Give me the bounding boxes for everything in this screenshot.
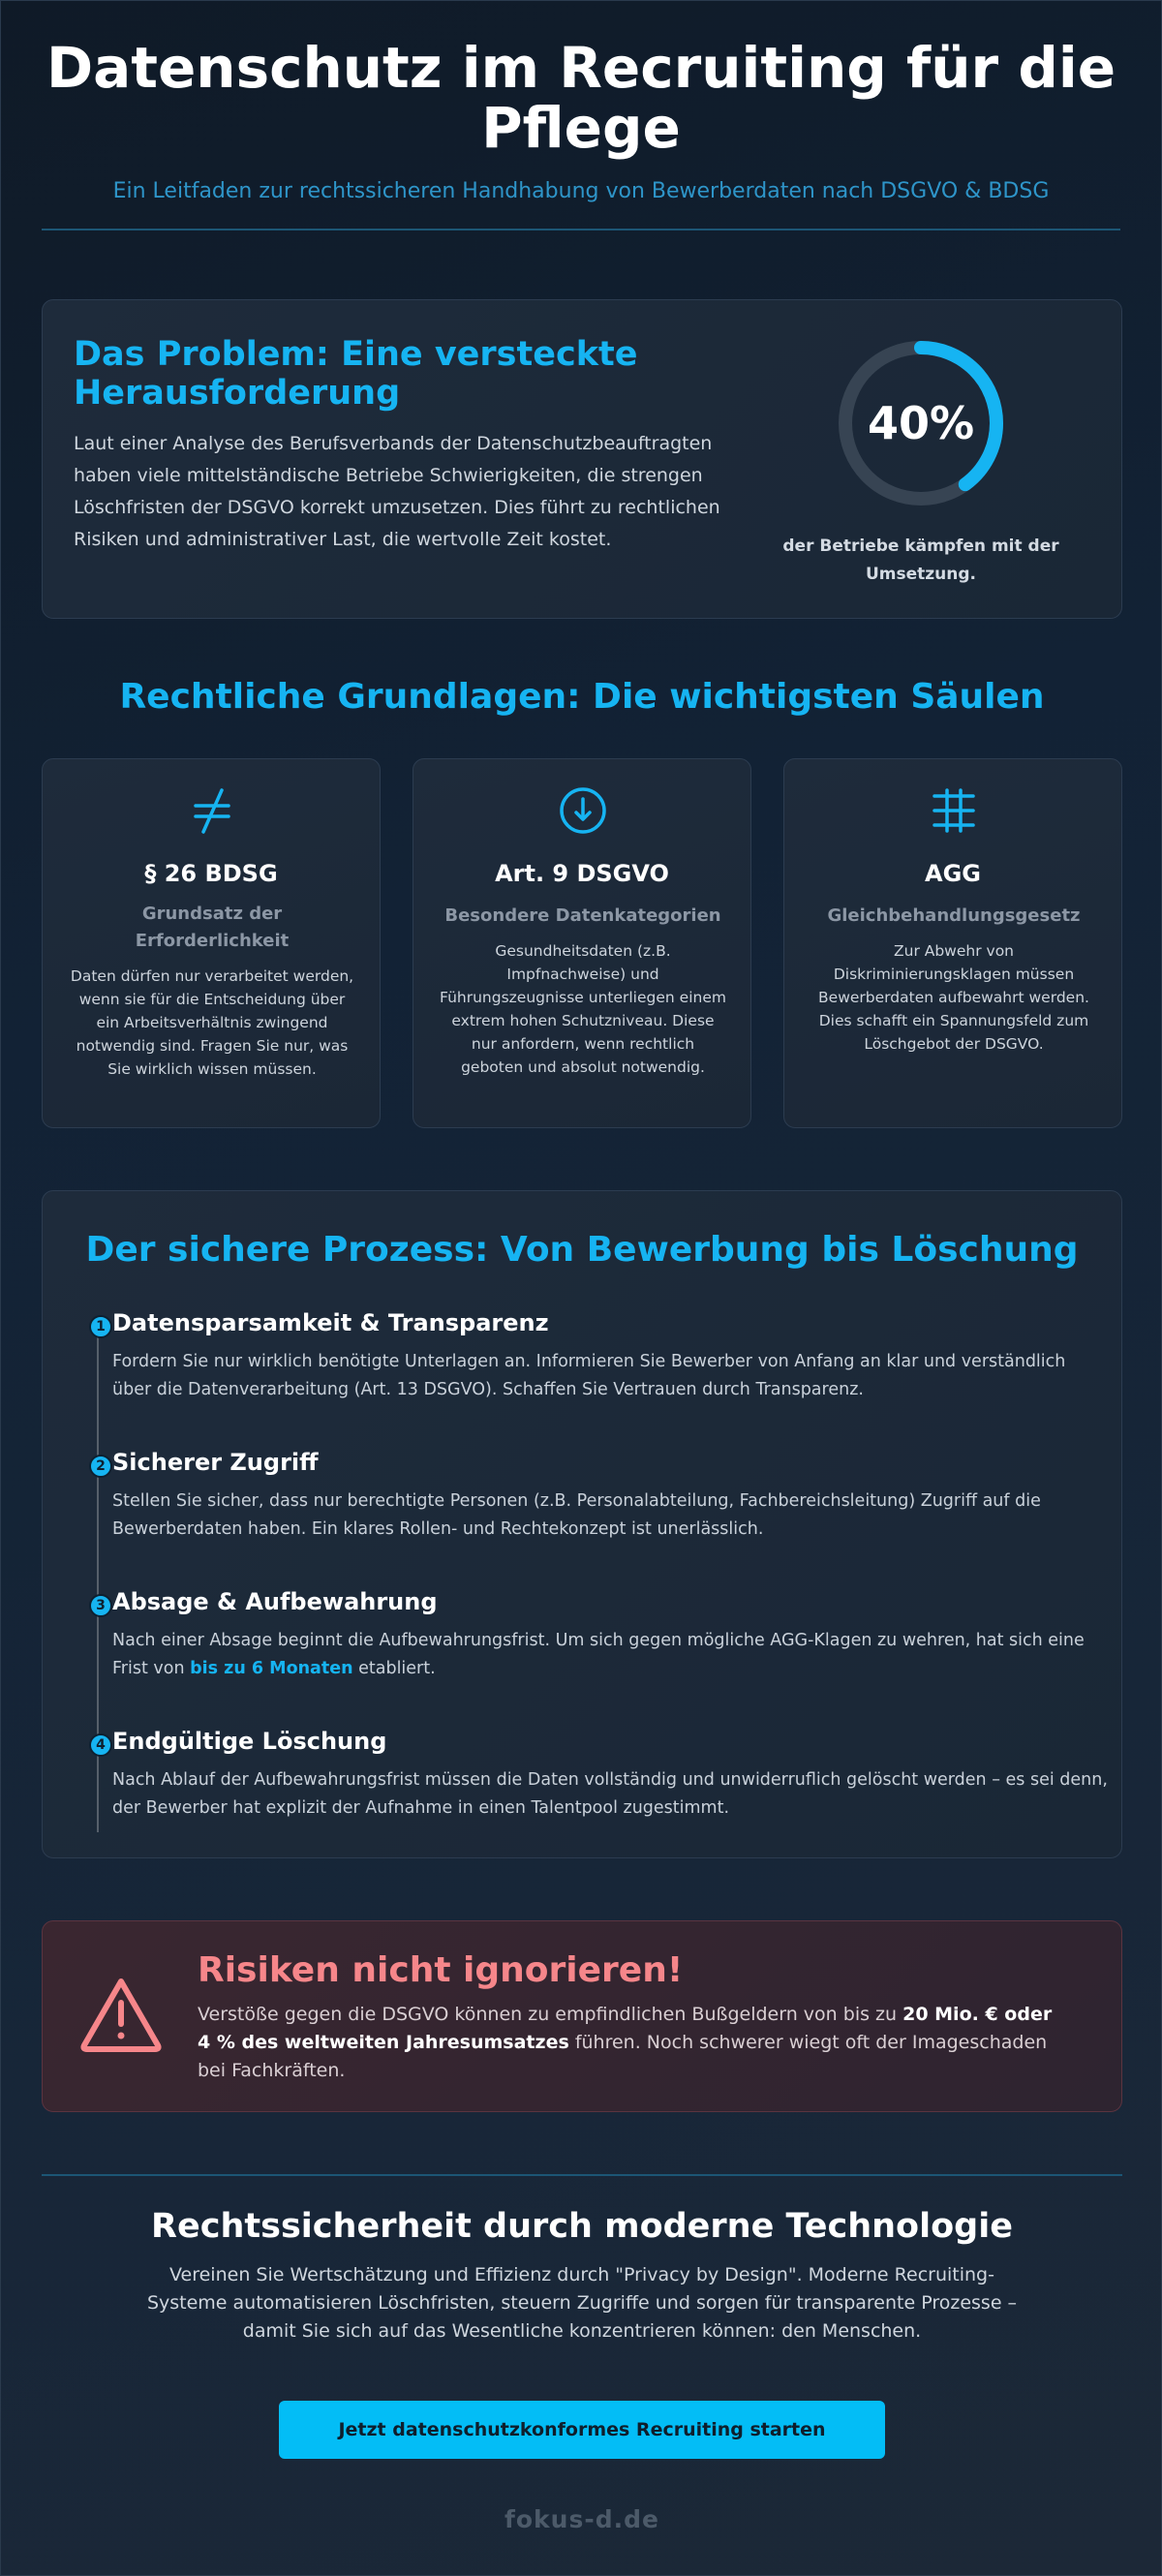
arrow-down-circle-icon: [559, 786, 607, 835]
step-title: Datensparsamkeit & Transparenz: [112, 1309, 549, 1336]
balance-lines-icon: [930, 786, 978, 835]
cta-divider: [42, 2174, 1122, 2176]
step-text-part: Nach einer Absage beginnt die Aufbewahrungsfrist. Um sich gegen mögliche AGG-Klagen zu wehren, hat sich eine Frist von: [112, 1631, 1085, 1678]
step-text: Fordern Sie nur wirklich benötigte Unterlagen an. Informieren Sie Bewerber von Anfang an klar und verständlich über die Datenverarbeitung (Art. 13 DSGVO). Schaffen Sie Vertrauen durch Transparenz.: [112, 1352, 1066, 1399]
step-text: [112, 1627, 1110, 1683]
step-title: Endgültige Löschung: [112, 1728, 387, 1755]
risk-text-part: führen. Noch schwerer wiegt oft der Imageschaden bei Fachkräften.: [198, 2032, 1048, 2081]
step-highlight: bis zu 6 Monaten: [190, 1659, 353, 1678]
step-number: 3: [89, 1594, 112, 1617]
step-text-part: etabliert.: [352, 1659, 436, 1678]
pillar-bdsg: [42, 758, 381, 1128]
problem-text: Laut einer Analyse des Berufsverbands der Datenschutzbeauftragten haben viele mittelständische Betriebe Schwierigkeiten, die strengen Löschfristen der DSGVO korrekt umzusetzen. Dies führt zu rechtlichen Risiken und administrativer Last, die wertvolle Zeit kostet.: [74, 433, 720, 550]
cta-text: Vereinen Sie Wertschätzung und Effizienz durch "Privacy by Design". Moderne Recruiting-Systeme automatisieren Löschfristen, steuern Zugriffe und sorgen für transparente Prozesse – damit Sie sich auf das Wesentliche konzentrieren können: den Menschen.: [146, 2264, 1018, 2342]
hero: [1, 1, 1161, 203]
pillar-text: Daten dürfen nur verarbeitet werden, wenn sie für die Entscheidung über ein Arbeitsverhältnis zwingend notwendig sind. Fragen Sie nur, was Sie wirklich wissen müssen.: [70, 967, 354, 1078]
process-title: Der sichere Prozess: Von Bewerbung bis Löschung: [85, 1230, 1079, 1270]
pillar-agg: [783, 758, 1122, 1128]
step-number: 4: [89, 1733, 112, 1757]
process-card: [42, 1190, 1122, 1858]
not-equal-icon: [188, 786, 236, 835]
pillar-title: AGG: [925, 860, 981, 887]
footer-brand: fokus-d.de: [505, 2505, 659, 2533]
pillar-text: Gesundheitsdaten (z.B. Impfnachweise) und Führungszeugnisse unterliegen einem extrem hohen Schutzniveau. Diese nur anfordern, wenn rechtlich geboten und absolut notwendig.: [440, 942, 726, 1076]
cta-title: Rechtssicherheit durch moderne Technologie: [151, 2207, 1013, 2246]
pillar-subtitle: Gleichbehandlungsgesetz: [827, 905, 1081, 926]
risk-text: [198, 2001, 1069, 2085]
step-title: Absage & Aufbewahrung: [112, 1588, 438, 1615]
page-subtitle: Ein Leitfaden zur rechtssicheren Handhabung von Bewerberdaten nach DSGVO & BDSG: [112, 179, 1050, 203]
header-divider: [42, 229, 1120, 230]
stat-value: 40%: [867, 397, 975, 449]
stat-caption: der Betriebe kämpfen mit der Umsetzung.: [782, 537, 1059, 584]
risk-text-part: Verstöße gegen die DSGVO können zu empfindlichen Bußgeldern von bis zu: [198, 2004, 903, 2025]
step-number: 2: [89, 1455, 112, 1478]
pillar-text: Zur Abwehr von Diskriminierungsklagen müssen Bewerberdaten aufbewahrt werden. Dies schafft ein Spannungsfeld zum Löschgebot der DSGVO.: [818, 942, 1089, 1053]
problem-title: Das Problem: Eine versteckte Herausforderung: [74, 335, 638, 413]
pillars-title: Rechtliche Grundlagen: Die wichtigsten Säulen: [119, 677, 1045, 717]
problem-card: [42, 299, 1122, 619]
pillar-title: Art. 9 DSGVO: [495, 860, 669, 887]
step-text: Nach Ablauf der Aufbewahrungsfrist müssen die Daten vollständig und unwiderruflich gelöscht werden – es sei denn, der Bewerber hat explizit der Aufnahme in einen Talentpool zugestimmt.: [112, 1770, 1108, 1818]
risk-callout: [42, 1920, 1122, 2112]
step-title: Sicherer Zugriff: [112, 1449, 319, 1476]
pillar-subtitle: Grundsatz der Erforderlichkeit: [135, 904, 290, 951]
pillar-subtitle: Besondere Datenkategorien: [444, 905, 721, 926]
risk-title: Risiken nicht ignorieren!: [198, 1950, 684, 1990]
risk-text-bold: 20 Mio. € oder 4 % des weltweiten Jahresumsatzes: [198, 2004, 1053, 2053]
warning-triangle-icon: [79, 1976, 163, 2053]
step-text: Stellen Sie sicher, dass nur berechtigte Personen (z.B. Personalabteilung, Fachbereichsleitung) Zugriff auf die Bewerberdaten haben. Ein klares Rollen- und Rechtekonzept ist unerlässlich.: [112, 1491, 1041, 1539]
pillar-dsgvo: [413, 758, 751, 1128]
page-title: Datenschutz im Recruiting für die Pflege: [46, 35, 1116, 161]
pillar-title: § 26 BDSG: [144, 860, 278, 887]
cta-button[interactable]: Jetzt datenschutzkonformes Recruiting starten: [279, 2401, 885, 2459]
step-number: 1: [89, 1315, 112, 1338]
